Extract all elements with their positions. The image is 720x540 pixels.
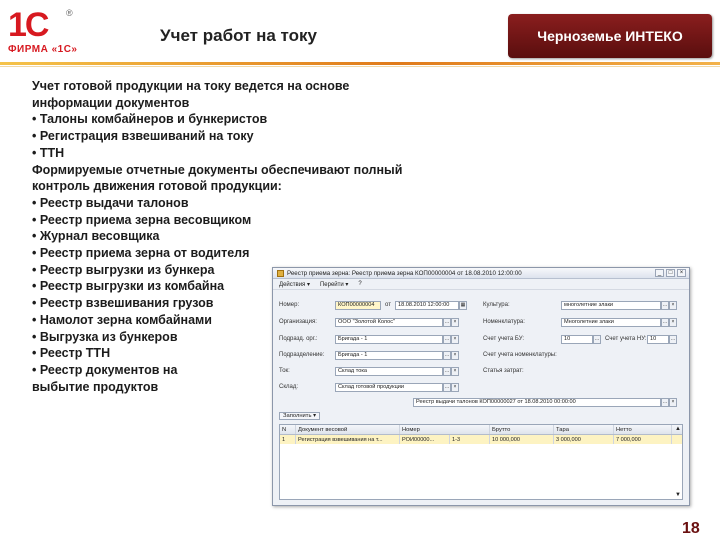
slide-title: Учет работ на току [160,26,317,45]
basis-document-field[interactable]: Реестр выдачи талонов КОП00000027 от 18.08.2010 00:00:00 [413,398,661,407]
basis-document-select-button[interactable]: … [662,399,668,405]
documents-table [279,424,683,500]
number-label: Номер: [279,302,300,308]
window-title: Реестр приема зерна: Реестр приема зерна КОП00000004 от 18.08.2010 12:00:00 [287,269,522,277]
warehouse-label: Склад: [279,384,299,390]
cell-number-suffix: 1-3 [450,435,490,444]
body-line: Формируемые отчетные документы обеспечивают полный [32,162,403,177]
help-button[interactable]: ? [358,281,362,287]
column-header-net[interactable]: Нетто [614,425,672,434]
scroll-up-icon[interactable]: ▲ [675,426,681,432]
window-toolbar [273,279,689,290]
table-row[interactable] [280,435,682,444]
body-line: • Намолот зерна комбайнами [32,312,212,327]
document-icon [277,270,284,277]
cell-number: РОИ00000... [400,435,450,444]
body-line: • Талоны комбайнеров и бункеристов [32,112,268,127]
threshing-floor-select-button[interactable]: … [444,368,450,374]
logo-mark: 1С [8,6,48,44]
header-divider [0,62,720,65]
account-nu-field[interactable]: 10 [647,335,669,344]
crop-label: Культура: [483,302,510,308]
cell-gross: 10 000,000 [490,435,554,444]
organization-label: Организация: [279,319,317,325]
close-button[interactable]: × [677,269,686,277]
nomenclature-account-field[interactable] [561,351,661,360]
body-line: • Реестр документов на [32,362,178,377]
threshing-floor-clear-button[interactable]: × [451,367,459,376]
body-line: • Реестр выдачи талонов [32,195,189,210]
nomenclature-label: Номенклатура: [483,319,525,325]
date-picker-button[interactable]: ▦ [460,302,466,308]
nomenclature-account-label: Счет учета номенклатуры: [483,352,557,358]
cost-item-field[interactable] [561,367,669,376]
subdivision-org-select-button[interactable]: … [444,336,450,342]
body-line: Учет готовой продукции на току ведется на основе [32,79,350,93]
column-header-number[interactable]: Номер [400,425,490,434]
column-header-n[interactable]: N [280,425,296,434]
number-field[interactable]: КОП00000004 [335,301,381,310]
scroll-down-icon[interactable]: ▼ [675,492,681,498]
company-logo [8,8,80,58]
organization-field[interactable]: ООО "Золотой Колос" [335,318,443,327]
date-field[interactable]: 18.08.2010 12:00:00 [395,301,459,310]
cost-item-label: Статья затрат: [483,368,524,374]
table-header [280,425,682,435]
body-line: контроль движения готовой продукции: [32,179,282,194]
warehouse-select-button[interactable]: … [444,384,450,390]
nomenclature-field[interactable]: Многолетние злаки [561,318,661,327]
header-badge: Черноземье ИНТЕКО [508,14,712,58]
goto-menu[interactable]: Перейти ▾ [319,281,349,288]
subdivision-label: Подразделение: [279,352,325,358]
body-line: • Журнал весовщика [32,229,160,244]
subdivision-field[interactable]: Бригада - 1 [335,351,443,360]
subdivision-org-label: Подразд. орг.: [279,336,318,342]
subdivision-select-button[interactable]: … [444,352,450,358]
body-line: • Реестр выгрузки из комбайна [32,279,225,294]
column-header-tare[interactable]: Тара [554,425,614,434]
document-window [272,267,690,506]
body-line: • Реестр выгрузки из бункера [32,262,215,277]
window-titlebar[interactable] [273,268,689,279]
cell-n: 1 [280,435,296,444]
logo-registered-mark: ® [66,8,73,18]
body-line: • Реестр взвешивания грузов [32,296,214,311]
cell-net: 7 000,000 [614,435,672,444]
nomenclature-select-button[interactable]: … [662,319,668,325]
crop-field[interactable]: многолетние злаки [561,301,661,310]
fill-button[interactable]: Заполнить ▾ [279,412,320,420]
subdivision-org-field[interactable]: Бригада - 1 [335,335,443,344]
logo-caption: ФИРМА «1С» [8,44,78,55]
warehouse-clear-button[interactable]: × [451,383,459,392]
account-bu-field[interactable]: 10 [561,335,593,344]
body-line: • Регистрация взвешиваний на току [32,129,254,144]
body-line: • ТТН [32,145,65,160]
crop-select-button[interactable]: … [662,302,668,308]
window-controls [655,269,689,277]
date-label: от [385,302,391,308]
basis-document-clear-button[interactable]: × [669,398,677,407]
organization-select-button[interactable]: … [444,319,450,325]
cell-tare: 3 000,000 [554,435,614,444]
column-header-gross[interactable]: Брутто [490,425,554,434]
body-line: • Выгрузка из бункеров [32,329,178,344]
body-line: • Реестр ТТН [32,346,111,361]
subdivision-org-clear-button[interactable]: × [451,335,459,344]
warehouse-field[interactable]: Склад готовой продукции [335,383,443,392]
body-line: • Реестр приема зерна весовщиком [32,212,252,227]
organization-clear-button[interactable]: × [451,318,459,327]
account-nu-select-button[interactable]: … [670,336,676,342]
cell-document: Регистрация взвешивания на т... [296,435,400,444]
column-header-document[interactable]: Документ весовой [296,425,400,434]
crop-clear-button[interactable]: × [669,301,677,310]
body-line: • Реестр приема зерна от водителя [32,246,250,261]
account-bu-select-button[interactable]: … [594,336,600,342]
table-toolbar [279,412,320,420]
threshing-floor-label: Ток: [279,368,290,374]
maximize-button[interactable]: □ [666,269,675,277]
threshing-floor-field[interactable]: Склад тока [335,367,443,376]
body-line: выбытие продуктов [32,379,159,394]
body-line: информации документов [32,95,190,110]
page-number: 18 [682,520,700,537]
nomenclature-clear-button[interactable]: × [669,318,677,327]
actions-menu[interactable]: Действия ▾ [279,281,310,288]
account-nu-label: Счет учета НУ: [605,336,647,342]
minimize-button[interactable]: _ [655,269,664,277]
header-divider-thin [0,66,720,67]
subdivision-clear-button[interactable]: × [451,351,459,360]
account-bu-label: Счет учета БУ: [483,336,525,342]
